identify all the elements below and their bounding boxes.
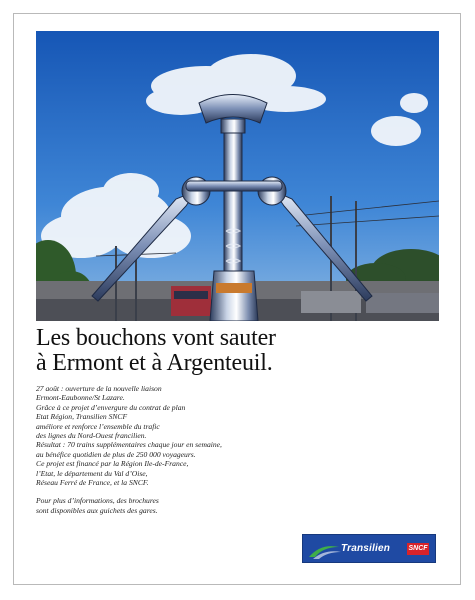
swoosh-icon xyxy=(303,535,343,564)
paragraph-spacer xyxy=(36,487,336,496)
headline-line-2: à Ermont et à Argenteuil. xyxy=(36,350,273,376)
headline xyxy=(36,326,436,376)
body-text xyxy=(36,384,336,515)
advertisement-page xyxy=(13,13,461,585)
corkscrew-photo xyxy=(36,31,439,321)
body-line: Résultat : 70 trains supplémentaires chaque jour en semaine, xyxy=(36,440,222,450)
body-line: Grâce à ce projet d’envergure du contrat de plan xyxy=(36,402,186,412)
body-line: Réseau Ferré de France, et la SNCF. xyxy=(36,478,149,488)
body-line: sont disponibles aux guichets des gares. xyxy=(36,505,158,515)
transilien-wordmark: Transilien xyxy=(341,543,391,554)
sncf-badge: SNCF xyxy=(407,543,429,555)
body-line: améliore et renforce l’ensemble du trafic xyxy=(36,421,160,431)
headline-line-1: Les bouchons vont sauter xyxy=(36,325,276,351)
body-line: Ermont-Eaubonne/St Lazare. xyxy=(36,393,125,403)
corkscrew-station-image xyxy=(36,31,439,321)
body-line: 27 août : ouverture de la nouvelle liaison xyxy=(36,384,162,393)
body-line: des lignes du Nord-Ouest francilien. xyxy=(36,431,147,441)
body-line: Etat Région, Transilien SNCF xyxy=(36,412,128,422)
transilien-sncf-logo xyxy=(302,534,436,563)
body-line: l’Etat, le département du Val d’Oise, xyxy=(36,468,148,478)
body-line: Ce projet est financé par la Région Ile-de-France, xyxy=(36,459,189,469)
body-line: au bénéfice quotidien de plus de 250 000 voyageurs. xyxy=(36,449,196,459)
body-line: Pour plus d’informations, des brochures xyxy=(36,496,159,506)
